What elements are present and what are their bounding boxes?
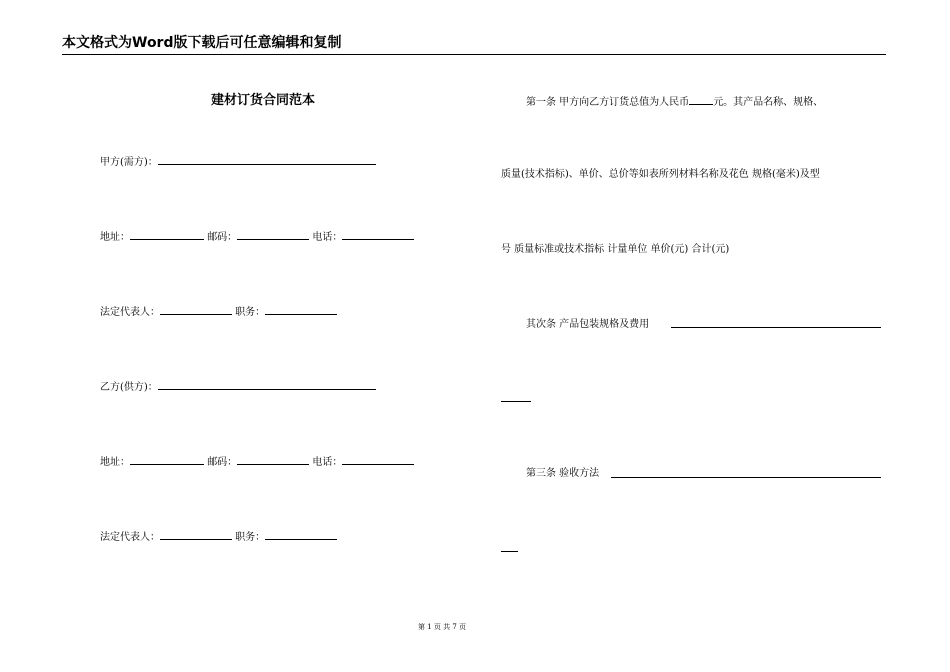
party-a-label: 甲方(需方)：: [100, 157, 158, 168]
address-blank: [130, 454, 204, 465]
postcode-blank: [237, 229, 309, 240]
rep-label: 法定代表人：: [100, 307, 160, 318]
rep-blank: [160, 304, 232, 315]
position-label: 职务：: [235, 307, 266, 318]
party-b-contact-row: [100, 454, 414, 470]
phone-blank: [342, 229, 414, 240]
article-one-end: 元。其产品名称、规格、: [713, 97, 824, 108]
address-label: 地址：: [100, 457, 130, 468]
rep-label: 法定代表人：: [100, 532, 160, 543]
party-b-label: 乙方(供方)：: [100, 382, 158, 393]
party-a-rep-row: [100, 304, 337, 320]
article-three-blank-cont: [501, 551, 518, 552]
party-b-row: [100, 379, 376, 395]
article-three-label: 第三条 验收方法: [526, 468, 600, 479]
header-title: 本文格式为Word版下载后可任意编辑和复制: [62, 35, 342, 51]
address-label: 地址：: [100, 232, 130, 243]
postcode-blank: [237, 454, 309, 465]
total-value-blank: [689, 94, 713, 105]
article-two-blank-cont: [501, 401, 531, 402]
party-a-row: [100, 154, 376, 170]
position-label: 职务：: [235, 532, 266, 543]
phone-blank: [342, 454, 414, 465]
party-b-rep-row: [100, 529, 337, 545]
position-blank: [265, 529, 337, 540]
document-title: 建材订货合同范本: [210, 93, 315, 108]
rep-blank: [160, 529, 232, 540]
phone-label: 电话：: [312, 457, 343, 468]
postcode-label: 邮码：: [207, 232, 238, 243]
article-two-label: 其次条 产品包装规格及费用: [526, 319, 650, 330]
article-one-line1: [526, 94, 823, 110]
address-blank: [130, 229, 204, 240]
position-blank: [265, 304, 337, 315]
article-two-line: [526, 318, 649, 332]
page-header: [62, 34, 886, 55]
article-one-line3: 号 质量标准或技术指标 计量单位 单价(元) 合计(元): [501, 244, 730, 255]
party-a-contact-row: [100, 229, 414, 245]
article-two-blank: [671, 327, 881, 328]
party-b-blank: [158, 379, 376, 390]
article-one-line2: 质量(技术指标)、单价、总价等如表所列材料名称及花色 规格(毫米)及型: [501, 169, 820, 180]
page-number: 第 1 页 共 7 页: [417, 623, 467, 631]
phone-label: 电话：: [312, 232, 343, 243]
article-one-start: 第一条 甲方向乙方订货总值为人民币: [526, 97, 690, 108]
party-a-blank: [158, 154, 376, 165]
article-three-blank: [611, 477, 881, 478]
article-three-line: [526, 467, 599, 481]
postcode-label: 邮码：: [207, 457, 238, 468]
